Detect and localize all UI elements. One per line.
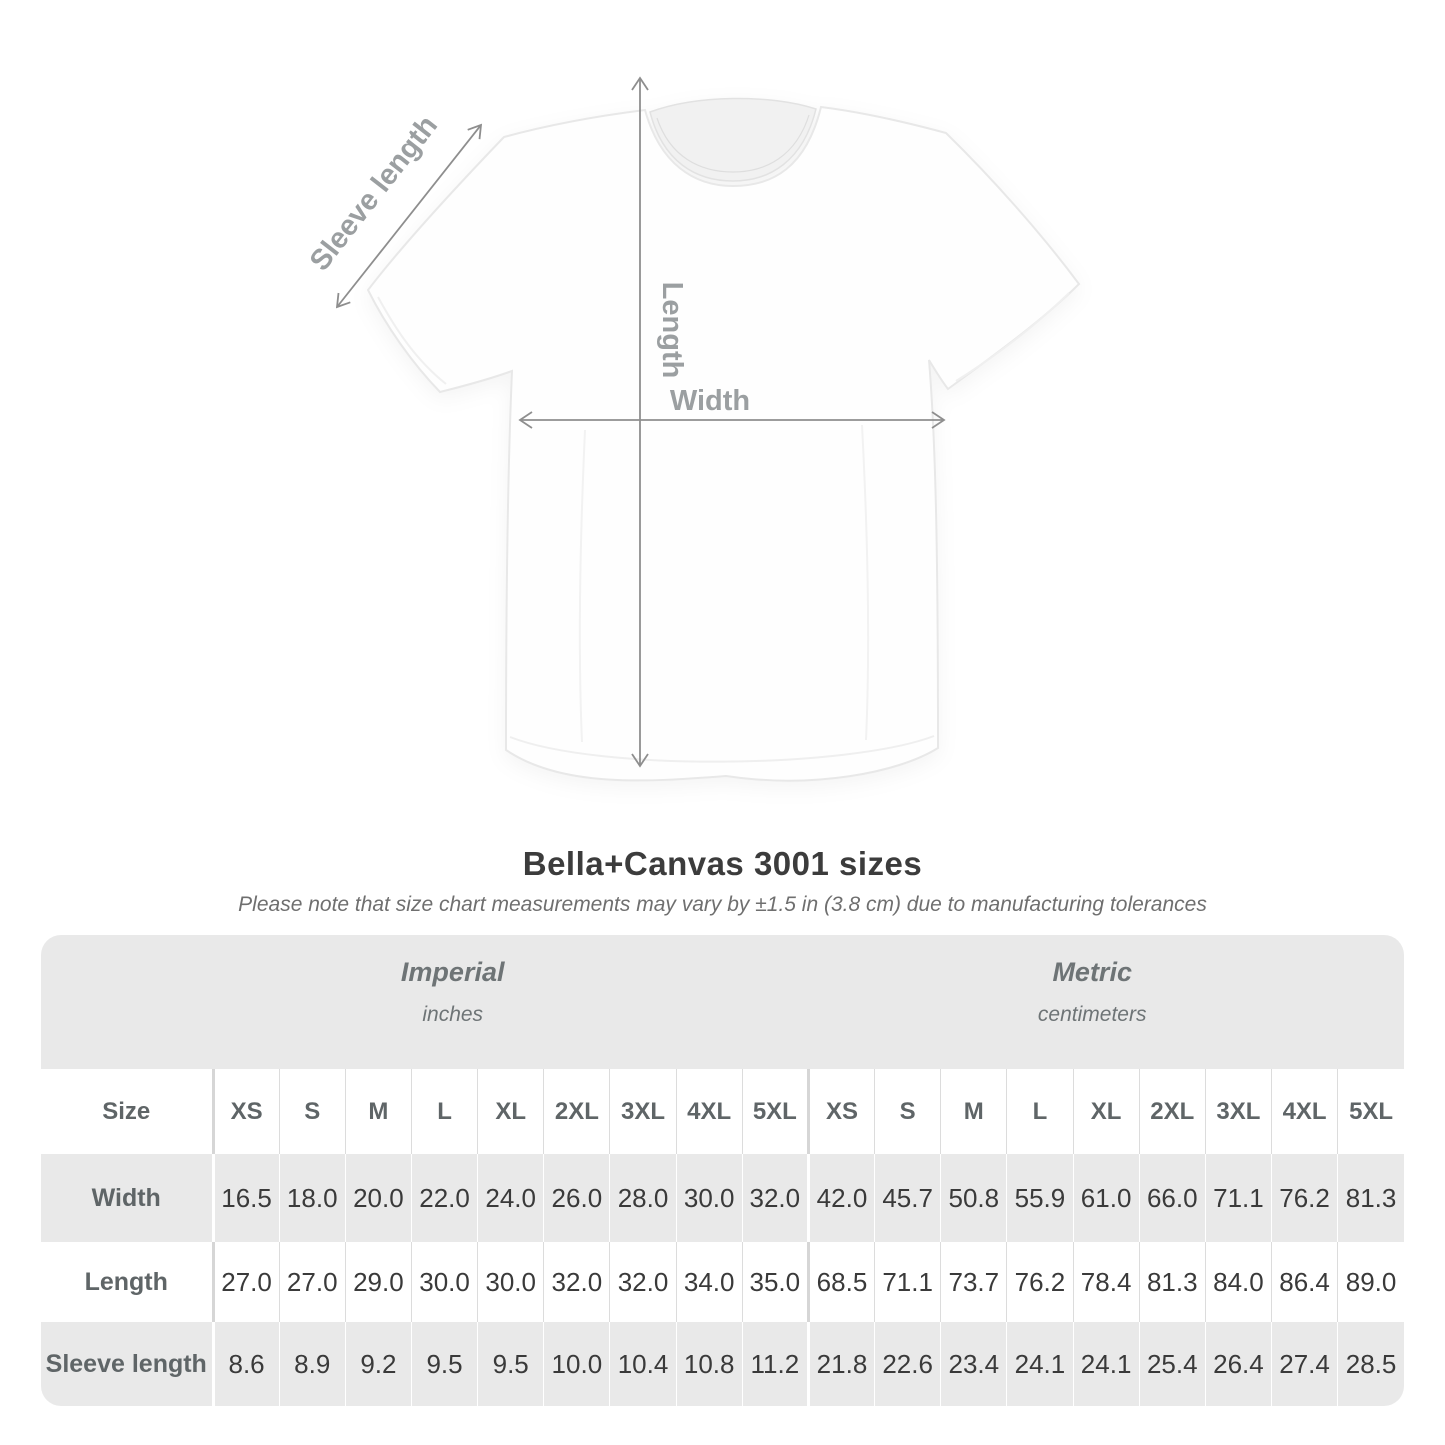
row-label: Sleeve length [41, 1322, 213, 1406]
measurement-cell: 9.5 [411, 1322, 477, 1406]
size-col-header: 3XL [1205, 1069, 1271, 1154]
measurement-cell: 55.9 [1007, 1154, 1073, 1242]
length-label: Length [656, 281, 688, 379]
measurement-cell: 28.5 [1338, 1322, 1404, 1406]
measurement-cell: 11.2 [742, 1322, 808, 1406]
size-col-header: XS [213, 1069, 279, 1154]
measurement-cell: 84.0 [1205, 1242, 1271, 1322]
size-col-header: S [875, 1069, 941, 1154]
measurement-cell: 24.1 [1007, 1322, 1073, 1406]
measurement-cell: 81.3 [1338, 1154, 1404, 1242]
table-row [41, 1242, 1404, 1322]
size-table [41, 935, 1404, 1406]
measurement-cell: 22.0 [411, 1154, 477, 1242]
measurement-cell: 10.0 [544, 1322, 610, 1406]
size-col-header: XL [1073, 1069, 1139, 1154]
measurement-cell: 50.8 [941, 1154, 1007, 1242]
size-col-header: 5XL [1338, 1069, 1404, 1154]
size-col-header: 2XL [544, 1069, 610, 1154]
measurement-cell: 32.0 [610, 1242, 676, 1322]
size-col-header: M [345, 1069, 411, 1154]
imperial-unit-label: inches [422, 1003, 484, 1026]
size-col-header: 2XL [1139, 1069, 1205, 1154]
size-col-header: XS [808, 1069, 874, 1154]
measurement-cell: 23.4 [941, 1322, 1007, 1406]
row-label: Width [41, 1154, 213, 1242]
table-row [41, 1322, 1404, 1406]
size-row-header: Size [102, 1097, 151, 1125]
measurement-cell: 30.0 [676, 1154, 742, 1242]
size-col-header: L [411, 1069, 477, 1154]
measurement-cell: 18.0 [279, 1154, 345, 1242]
measurement-cell: 73.7 [941, 1242, 1007, 1322]
imperial-label: Imperial [400, 957, 505, 987]
measurement-cell: 89.0 [1338, 1242, 1404, 1322]
measurement-cell: 27.4 [1272, 1322, 1338, 1406]
tshirt-body [368, 107, 1079, 781]
measurement-cell: 34.0 [676, 1242, 742, 1322]
measurement-cell: 68.5 [808, 1242, 874, 1322]
size-col-header: S [279, 1069, 345, 1154]
measurement-cell: 35.0 [742, 1242, 808, 1322]
measurement-cell: 28.0 [610, 1154, 676, 1242]
measurement-cell: 30.0 [411, 1242, 477, 1322]
size-col-header: 4XL [1272, 1069, 1338, 1154]
size-col-header: 5XL [742, 1069, 808, 1154]
size-col-header: XL [478, 1069, 544, 1154]
table-row [41, 1154, 1404, 1242]
width-label: Width [669, 385, 751, 417]
measurement-cell: 42.0 [808, 1154, 874, 1242]
measurement-cell: 26.4 [1205, 1322, 1271, 1406]
measurement-cell: 10.4 [610, 1322, 676, 1406]
metric-group-header [808, 935, 1404, 1069]
measurement-cell: 81.3 [1139, 1242, 1205, 1322]
page-subtitle: Please note that size chart measurements may vary by ±1.5 in (3.8 cm) due to manufacturing tolerances [238, 893, 1207, 916]
metric-label: Metric [1052, 957, 1132, 987]
measurement-cell: 26.0 [544, 1154, 610, 1242]
measurement-cell: 86.4 [1272, 1242, 1338, 1322]
size-col-header: 4XL [676, 1069, 742, 1154]
measurement-cell: 71.1 [875, 1242, 941, 1322]
measurement-cell: 9.5 [478, 1322, 544, 1406]
measurement-cell: 76.2 [1272, 1154, 1338, 1242]
tshirt-illustration [368, 98, 1079, 780]
metric-unit-label: centimeters [1037, 1003, 1147, 1026]
measurement-cell: 20.0 [345, 1154, 411, 1242]
measurement-cell: 29.0 [345, 1242, 411, 1322]
measurement-cell: 71.1 [1205, 1154, 1271, 1242]
row-label: Length [84, 1267, 168, 1296]
sleeve-length-label: Sleeve length [303, 109, 445, 277]
measurement-cell: 27.0 [213, 1242, 279, 1322]
measurement-cell: 21.8 [808, 1322, 874, 1406]
measurement-cell: 8.9 [279, 1322, 345, 1406]
page-title: Bella+Canvas 3001 sizes [522, 845, 923, 882]
measurement-cell: 76.2 [1007, 1242, 1073, 1322]
measurement-cell: 45.7 [875, 1154, 941, 1242]
measurement-cell: 32.0 [742, 1154, 808, 1242]
measurement-cell: 9.2 [345, 1322, 411, 1406]
size-col-header: M [941, 1069, 1007, 1154]
measurement-cell: 16.5 [213, 1154, 279, 1242]
measurement-cell: 25.4 [1139, 1322, 1205, 1406]
measurement-cell: 22.6 [875, 1322, 941, 1406]
unit-group-header-row [41, 935, 1404, 1069]
measurement-cell: 24.0 [478, 1154, 544, 1242]
measurement-cell: 32.0 [544, 1242, 610, 1322]
measurement-cell: 27.0 [279, 1242, 345, 1322]
size-col-header: 3XL [610, 1069, 676, 1154]
imperial-group-header [213, 935, 808, 1069]
measurement-cell: 66.0 [1139, 1154, 1205, 1242]
size-col-header: L [1007, 1069, 1073, 1154]
measurement-cell: 78.4 [1073, 1242, 1139, 1322]
size-header-row [41, 1069, 1404, 1154]
measurement-cell: 30.0 [478, 1242, 544, 1322]
measurement-cell: 10.8 [676, 1322, 742, 1406]
measurement-cell: 24.1 [1073, 1322, 1139, 1406]
measurement-cell: 61.0 [1073, 1154, 1139, 1242]
measurement-cell: 8.6 [213, 1322, 279, 1406]
